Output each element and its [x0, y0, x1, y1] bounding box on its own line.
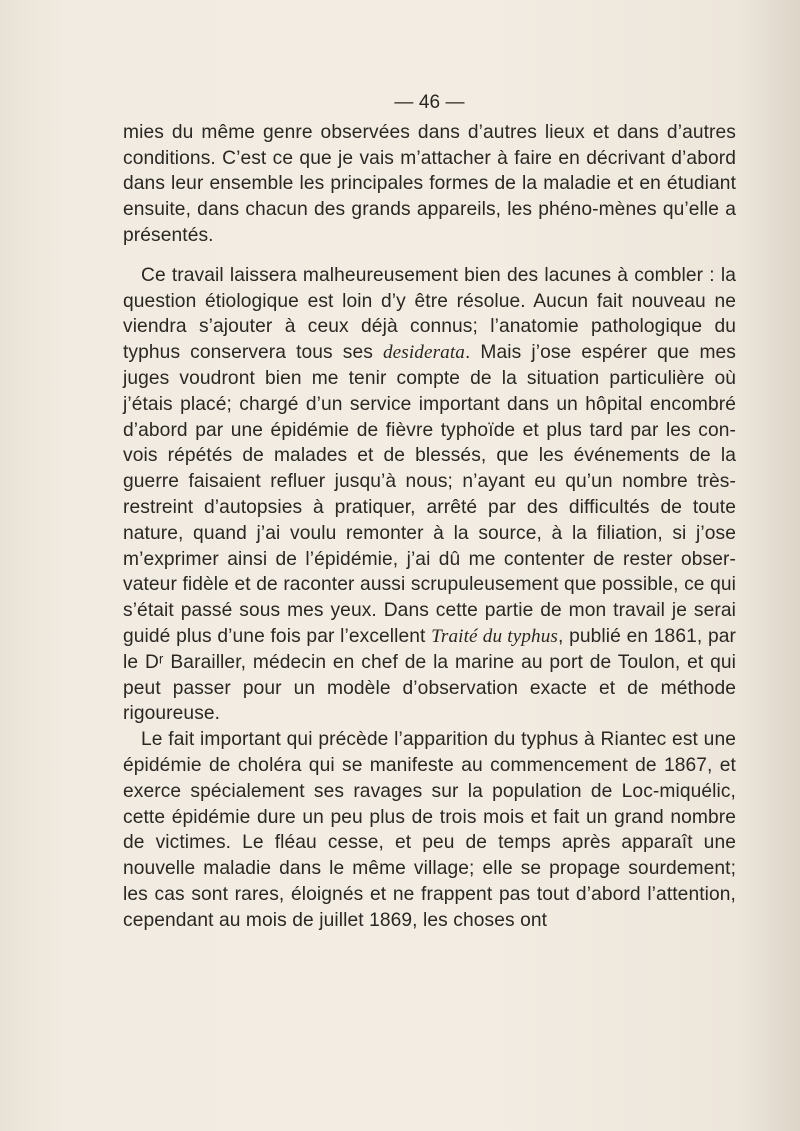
paragraph-2-italic-desiderata: desiderata — [382, 342, 465, 364]
page-body — [123, 90, 736, 934]
paragraph-2-text-a: Ce travail laissera malheureusement bien des lacunes à combler : la question étiologique est loin d’y être résolue. Aucun fait nouveau ne viendra s’ajouter à ceux déjà connus; l’anatomie pathologique du typhus conservera tous ses — [123, 264, 736, 364]
paragraph-2-italic-traite: Traité du typhus — [431, 625, 558, 647]
paragraph-2-text-c: , publié en 1861, par le Dʳ Barailler, médecin en chef de la marine au port de Toulon, et qui peut passer pour un modèle d’observation exacte et de méthode rigoureuse. — [123, 625, 736, 725]
paragraph-1 — [123, 120, 736, 249]
paragraph-2 — [123, 263, 736, 727]
paragraph-3 — [123, 727, 736, 933]
paragraph-2-text-b: . Mais j’ose espérer que mes juges voudront bien me tenir compte de la situation particulière où j’étais placé; chargé d’un service important dans un hôpital encombré d’abord par une épidémie de fièvre typhoïde et plus tard par les con-vois répétés de malades et de blessés, que les événements de la guerre faisaient refluer jusqu’à nous; n’ayant eu qu’un nombre très-restreint d’autopsies à pratiquer, arrêté par des difficultés de toute nature, quand j’ai voulu remonter à la source, à la filiation, si j’ose m’exprimer ainsi de l’épidémie, j’ai dû me contenter de rester obser-vateur fidèle et de raconter aussi scrupuleusement que possible, ce qui s’était passé sous mes yeux. Dans cette partie de mon travail je serai guidé plus d’une fois par l’excellent — [123, 342, 736, 647]
paragraph-3-text: Le fait important qui précède l’apparition du typhus à Riantec est une épidémie de choléra qui se manifeste au commencement de 1867, et exerce spécialement ses ravages sur la population de Loc-miquélic, cette épidémie dure un peu plus de trois mois et fait un grand nombre de victimes. Le fléau cesse, et peu de temps après apparaît une nouvelle maladie dans le même village; elle se propage sourdement; les cas sont rares, éloignés et ne frappent pas tout d’abord l’attention, cependant au mois de juillet 1869, les choses ont — [123, 729, 736, 931]
page-number: — 46 — — [394, 92, 465, 113]
paragraph-1-text: mies du même genre observées dans d’autres lieux et dans d’autres conditions. C’est ce que je vais m’attacher à faire en décrivant d’abord dans leur ensemble les principales formes de la maladie et en étudiant ensuite, dans chacun des grands appareils, les phéno-mènes qu’elle a présentés. — [123, 121, 736, 246]
